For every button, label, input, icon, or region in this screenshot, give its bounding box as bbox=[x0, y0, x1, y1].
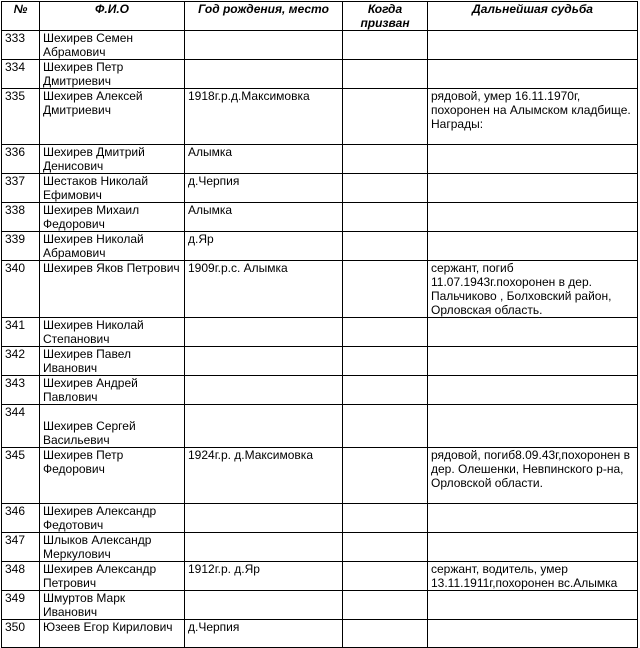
row-called bbox=[343, 533, 428, 562]
row-name: Шехирев Дмитрий Денисович bbox=[40, 145, 185, 174]
table-row bbox=[2, 533, 638, 562]
row-name bbox=[40, 405, 185, 448]
row-birth bbox=[185, 31, 343, 60]
row-name: Шехирев Алексей Дмитриевич bbox=[40, 89, 185, 145]
row-fate bbox=[428, 533, 638, 562]
table-row bbox=[2, 31, 638, 60]
row-called bbox=[343, 504, 428, 533]
row-called bbox=[343, 405, 428, 448]
row-name: Шехирев Петр Дмитриевич bbox=[40, 60, 185, 89]
row-fate: рядовой, погиб8.09.43г,похоронен в дер. Олешенки, Невпинского р-на, Орловской области. bbox=[428, 448, 638, 504]
row-num: 347 bbox=[2, 533, 40, 562]
row-num: 342 bbox=[2, 347, 40, 376]
row-num: 343 bbox=[2, 376, 40, 405]
row-fate-text: рядовой, умер 16.11.1970г, похоронен на Алымском кладбище. Награды: bbox=[431, 89, 631, 131]
row-called bbox=[343, 203, 428, 232]
row-name: Шлыков Александр Меркулович bbox=[40, 533, 185, 562]
table-row bbox=[2, 620, 638, 648]
row-birth: 1924г.р. д.Максимовка bbox=[185, 448, 343, 504]
row-fate bbox=[428, 376, 638, 405]
row-called bbox=[343, 318, 428, 347]
records-table bbox=[1, 1, 638, 648]
row-name: Шехирев Петр Федорович bbox=[40, 448, 185, 504]
table-row bbox=[2, 318, 638, 347]
row-called bbox=[343, 562, 428, 591]
table-row bbox=[2, 405, 638, 448]
row-fate bbox=[428, 203, 638, 232]
row-fate bbox=[428, 60, 638, 89]
row-called bbox=[343, 261, 428, 318]
row-fate: сержант, погиб 11.07.1943г.похоронен в дер. Пальчиково , Болховский район, Орловская область. bbox=[428, 261, 638, 318]
row-called bbox=[343, 31, 428, 60]
row-birth: д.Черпия bbox=[185, 174, 343, 203]
row-fate: сержант, водитель, умер 13.11.1911г,похоронен вс.Алымка bbox=[428, 562, 638, 591]
table-row bbox=[2, 203, 638, 232]
header-fate: Дальнейшая судьба bbox=[428, 2, 638, 31]
row-birth bbox=[185, 347, 343, 376]
row-fate bbox=[428, 145, 638, 174]
row-called bbox=[343, 145, 428, 174]
table-row bbox=[2, 504, 638, 533]
row-fate bbox=[428, 174, 638, 203]
table-row bbox=[2, 347, 638, 376]
table-row bbox=[2, 232, 638, 261]
table-row bbox=[2, 376, 638, 405]
row-called bbox=[343, 376, 428, 405]
row-birth bbox=[185, 591, 343, 620]
row-num: 340 bbox=[2, 261, 40, 318]
row-num: 345 bbox=[2, 448, 40, 504]
row-num: 338 bbox=[2, 203, 40, 232]
table-row bbox=[2, 591, 638, 620]
row-num: 335 bbox=[2, 89, 40, 145]
row-birth: д.Черпия bbox=[185, 620, 343, 648]
row-name: Шехирев Павел Иванович bbox=[40, 347, 185, 376]
row-birth bbox=[185, 60, 343, 89]
row-birth: Алымка bbox=[185, 145, 343, 174]
row-fate bbox=[428, 232, 638, 261]
row-num: 337 bbox=[2, 174, 40, 203]
row-called bbox=[343, 232, 428, 261]
row-birth bbox=[185, 504, 343, 533]
row-num: 334 bbox=[2, 60, 40, 89]
row-name-text: Шехирев Сергей Васильевич bbox=[43, 419, 136, 447]
row-birth: 1912г.р. д.Яр bbox=[185, 562, 343, 591]
header-num: № bbox=[2, 2, 40, 31]
row-fate bbox=[428, 405, 638, 448]
row-num: 344 bbox=[2, 405, 40, 448]
row-name: Юзеев Егор Кирилович bbox=[40, 620, 185, 648]
row-num: 333 bbox=[2, 31, 40, 60]
row-name-spacer bbox=[43, 405, 182, 419]
row-birth bbox=[185, 318, 343, 347]
row-fate bbox=[428, 347, 638, 376]
row-called bbox=[343, 89, 428, 145]
row-fate bbox=[428, 89, 638, 145]
table-row bbox=[2, 145, 638, 174]
row-name: Шехирев Николай Степанович bbox=[40, 318, 185, 347]
table-row bbox=[2, 174, 638, 203]
row-called bbox=[343, 60, 428, 89]
row-called bbox=[343, 448, 428, 504]
header-called: Когда призван bbox=[343, 2, 428, 31]
row-fate bbox=[428, 318, 638, 347]
header-birth: Год рождения, место bbox=[185, 2, 343, 31]
row-num: 349 bbox=[2, 591, 40, 620]
row-num: 341 bbox=[2, 318, 40, 347]
row-name: Шмуртов Марк Иванович bbox=[40, 591, 185, 620]
row-birth bbox=[185, 533, 343, 562]
header-name: Ф.И.О bbox=[40, 2, 185, 31]
row-num: 346 bbox=[2, 504, 40, 533]
row-birth: д.Яр bbox=[185, 232, 343, 261]
row-num: 350 bbox=[2, 620, 40, 648]
table-row bbox=[2, 562, 638, 591]
header-row bbox=[2, 2, 638, 31]
row-name: Шехирев Александр Федотович bbox=[40, 504, 185, 533]
row-num: 339 bbox=[2, 232, 40, 261]
row-called bbox=[343, 174, 428, 203]
row-name: Шехирев Александр Петрович bbox=[40, 562, 185, 591]
row-num: 348 bbox=[2, 562, 40, 591]
row-called bbox=[343, 347, 428, 376]
row-name: Шехирев Яков Петрович bbox=[40, 261, 185, 318]
row-fate bbox=[428, 31, 638, 60]
row-num: 336 bbox=[2, 145, 40, 174]
table-row bbox=[2, 261, 638, 318]
table-row bbox=[2, 89, 638, 145]
row-name: Шестаков Николай Ефимович bbox=[40, 174, 185, 203]
row-name: Шехирев Михаил Федорович bbox=[40, 203, 185, 232]
row-birth bbox=[185, 405, 343, 448]
row-birth: Алымка bbox=[185, 203, 343, 232]
row-birth: 1909г.р.с. Алымка bbox=[185, 261, 343, 318]
row-fate bbox=[428, 591, 638, 620]
row-fate bbox=[428, 620, 638, 648]
table-row bbox=[2, 448, 638, 504]
row-name: Шехирев Андрей Павлович bbox=[40, 376, 185, 405]
row-birth bbox=[185, 376, 343, 405]
row-name: Шехирев Семен Абрамович bbox=[40, 31, 185, 60]
row-birth: 1918г.р.д.Максимовка bbox=[185, 89, 343, 145]
row-name: Шехирев Николай Абрамович bbox=[40, 232, 185, 261]
row-called bbox=[343, 591, 428, 620]
table-row bbox=[2, 60, 638, 89]
row-called bbox=[343, 620, 428, 648]
row-fate bbox=[428, 504, 638, 533]
